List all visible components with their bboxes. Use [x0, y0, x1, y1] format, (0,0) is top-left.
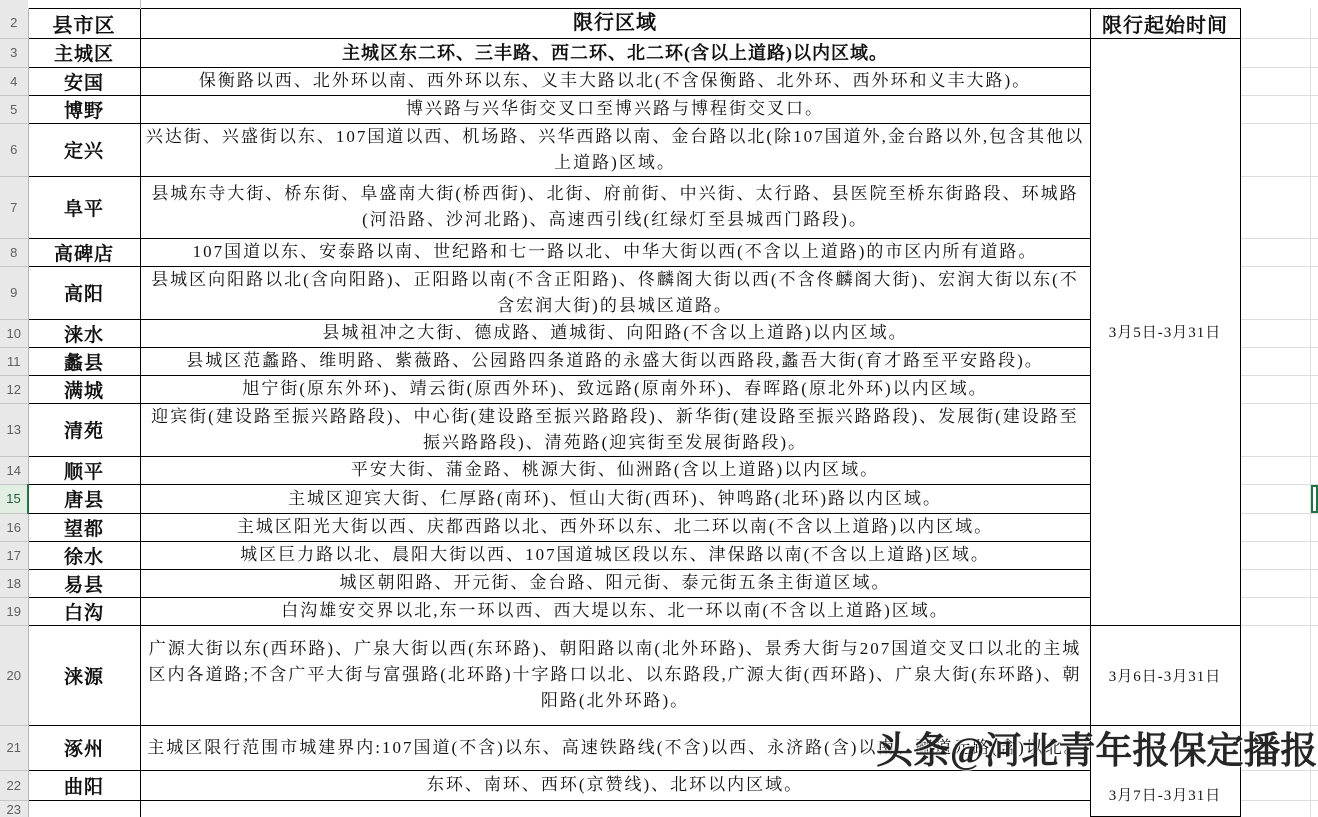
region-cell[interactable]: 107国道以东、安泰路以南、世纪路和七一路以北、中华大街以西(不含以上道路)的市区内所有道路。: [140, 238, 1090, 266]
county-cell[interactable]: 高碑店: [28, 238, 140, 266]
region-cell[interactable]: 主城区阳光大街以西、庆都西路以北、西外环以东、北二环以南(不含以上道路)以内区域。: [140, 513, 1090, 541]
county-cell[interactable]: 唐县: [28, 484, 140, 513]
county-cell[interactable]: 定兴: [28, 123, 140, 176]
empty-cell[interactable]: [1240, 123, 1310, 176]
county-cell[interactable]: 满城: [28, 375, 140, 403]
empty-cell[interactable]: [1240, 513, 1310, 541]
row-number-cell[interactable]: [0, 0, 28, 8]
row-number-cell[interactable]: 13: [0, 403, 28, 456]
county-cell[interactable]: 望都: [28, 513, 140, 541]
county-cell[interactable]: 主城区: [28, 38, 140, 67]
empty-cell[interactable]: [1310, 67, 1318, 95]
county-cell[interactable]: 白沟: [28, 597, 140, 625]
empty-cell[interactable]: [1240, 456, 1310, 484]
row-number-cell[interactable]: 21: [0, 725, 28, 770]
empty-cell[interactable]: [1240, 625, 1310, 725]
county-cell[interactable]: 高阳: [28, 266, 140, 319]
empty-cell[interactable]: [1310, 569, 1318, 597]
empty-cell[interactable]: [1310, 800, 1318, 817]
row-number-cell[interactable]: 23: [0, 800, 28, 817]
header-time[interactable]: 限行起始时间: [1090, 8, 1240, 38]
table-row: [0, 0, 1318, 8]
row-number-cell[interactable]: 8: [0, 238, 28, 266]
region-cell[interactable]: 县城区向阳路以北(含向阳路)、正阳路以南(不含正阳路)、佟麟阁大街以西(不含佟麟阁大街)、宏润大街以东(不含宏润大街)的县城区道路。: [140, 266, 1090, 319]
empty-cell[interactable]: [1240, 541, 1310, 569]
row-number-cell[interactable]: 11: [0, 347, 28, 375]
empty-cell[interactable]: [1310, 625, 1318, 725]
empty-cell[interactable]: [1310, 347, 1318, 375]
region-cell[interactable]: 平安大街、蒲金路、桃源大街、仙洲路(含以上道路)以内区域。: [140, 456, 1090, 484]
time-cell[interactable]: 3月5日-3月31日: [1090, 38, 1240, 625]
empty-cell[interactable]: [1240, 0, 1310, 8]
empty-cell[interactable]: [1310, 238, 1318, 266]
empty-cell[interactable]: [1310, 513, 1318, 541]
empty-cell[interactable]: [1240, 375, 1310, 403]
watermark: 头条@河北青年报保定播报: [876, 731, 1318, 772]
row-number-cell[interactable]: 14: [0, 456, 28, 484]
empty-cell[interactable]: [1240, 770, 1310, 800]
county-cell[interactable]: 涞源: [28, 625, 140, 725]
county-cell[interactable]: 博野: [28, 95, 140, 123]
empty-cell[interactable]: [1240, 403, 1310, 456]
empty-cell[interactable]: [1310, 456, 1318, 484]
region-cell[interactable]: 旭宁街(原东外环)、靖云街(原西外环)、致远路(原南外环)、春晖路(原北外环)以内区域。: [140, 375, 1090, 403]
empty-cell[interactable]: [1310, 770, 1318, 800]
empty-cell[interactable]: [1310, 8, 1318, 38]
empty-cell[interactable]: [1240, 266, 1310, 319]
row-number-cell[interactable]: 19: [0, 597, 28, 625]
empty-cell[interactable]: [1240, 800, 1310, 817]
empty-cell[interactable]: [1310, 123, 1318, 176]
empty-cell[interactable]: [1310, 38, 1318, 67]
row-number-cell[interactable]: 17: [0, 541, 28, 569]
row-number-cell[interactable]: 18: [0, 569, 28, 597]
county-cell[interactable]: 曲阳: [28, 770, 140, 800]
table-row: [0, 38, 1318, 67]
empty-cell[interactable]: [1240, 319, 1310, 347]
table-row: [0, 625, 1318, 725]
empty-cell[interactable]: [1240, 484, 1310, 513]
region-cell[interactable]: 保衡路以西、北外环以南、西外环以东、义丰大路以北(不含保衡路、北外环、西外环和义丰大路)。: [140, 67, 1090, 95]
row-number-cell[interactable]: 12: [0, 375, 28, 403]
header-county[interactable]: 县市区: [28, 8, 140, 38]
empty-cell[interactable]: [28, 0, 140, 8]
county-cell[interactable]: 顺平: [28, 456, 140, 484]
row-number-cell[interactable]: 7: [0, 176, 28, 238]
row-number-cell[interactable]: 2: [0, 8, 28, 38]
region-cell[interactable]: 城区朝阳路、开元街、金台路、阳元街、泰元街五条主街道区域。: [140, 569, 1090, 597]
county-cell[interactable]: 徐水: [28, 541, 140, 569]
row-number-cell[interactable]: 5: [0, 95, 28, 123]
empty-cell[interactable]: [1310, 95, 1318, 123]
region-cell[interactable]: 县城东寺大街、桥东街、阜盛南大街(桥西街)、北街、府前街、中兴街、太行路、县医院至桥东街路段、环城路(河沿路、沙河北路)、高速西引线(红绿灯至县城西门路段)。: [140, 176, 1090, 238]
county-cell[interactable]: 涿州: [28, 725, 140, 770]
empty-cell[interactable]: [1240, 569, 1310, 597]
region-cell[interactable]: 兴达街、兴盛街以东、107国道以西、机场路、兴华西路以南、金台路以北(除107国道外,金台路以外,包含其他以上道路)区域。: [140, 123, 1090, 176]
header-region[interactable]: 限行区域: [140, 8, 1090, 38]
row-number-cell[interactable]: 9: [0, 266, 28, 319]
empty-cell[interactable]: [1240, 8, 1310, 38]
county-cell[interactable]: [28, 800, 140, 817]
row-number-cell[interactable]: 22: [0, 770, 28, 800]
region-cell[interactable]: 县城祖冲之大街、德成路、遒城街、向阳路(不含以上道路)以内区域。: [140, 319, 1090, 347]
empty-cell[interactable]: [1310, 0, 1318, 8]
region-cell[interactable]: 主城区东二环、三丰路、西二环、北二环(含以上道路)以内区域。: [140, 38, 1090, 67]
time-cell[interactable]: 3月7日-3月31日: [1090, 725, 1240, 817]
empty-cell[interactable]: [1240, 238, 1310, 266]
county-cell[interactable]: 蠡县: [28, 347, 140, 375]
empty-cell[interactable]: [1240, 95, 1310, 123]
region-cell[interactable]: [140, 800, 1090, 817]
empty-cell[interactable]: [1240, 597, 1310, 625]
county-cell[interactable]: 涞水: [28, 319, 140, 347]
time-cell[interactable]: 3月6日-3月31日: [1090, 625, 1240, 725]
empty-cell[interactable]: [140, 0, 1090, 8]
region-cell[interactable]: 广源大街以东(西环路)、广泉大街以西(东环路)、朝阳路以南(北外环路)、景秀大街与207国道交叉口以北的主城区内各道路;不含广平大街与富强路(北环路)十字路口以北、以东路段,广源大街(西环路)、广泉大街(东环路)、朝阳路(北外环路)。: [140, 625, 1090, 725]
region-cell[interactable]: 城区巨力路以北、晨阳大街以西、107国道城区段以东、津保路以南(不含以上道路)区域。: [140, 541, 1090, 569]
empty-cell[interactable]: [1240, 67, 1310, 95]
row-number-cell[interactable]: 15: [0, 484, 28, 513]
empty-cell[interactable]: [1310, 176, 1318, 238]
row-number-cell[interactable]: 16: [0, 513, 28, 541]
county-cell[interactable]: 清苑: [28, 403, 140, 456]
row-number-cell[interactable]: 6: [0, 123, 28, 176]
empty-cell[interactable]: [1310, 375, 1318, 403]
county-cell[interactable]: 安国: [28, 67, 140, 95]
county-cell[interactable]: 易县: [28, 569, 140, 597]
region-cell[interactable]: 主城区迎宾大街、仁厚路(南环)、恒山大街(西环)、钟鸣路(北环)路以内区域。: [140, 484, 1090, 513]
region-cell[interactable]: 东环、南环、西环(京赞线)、北环以内区域。: [140, 770, 1090, 800]
region-cell[interactable]: 博兴路与兴华街交叉口至博兴路与博程街交叉口。: [140, 95, 1090, 123]
region-cell[interactable]: 迎宾街(建设路至振兴路路段)、中心街(建设路至振兴路路段)、新华街(建设路至振兴路路段)、发展街(建设路至振兴路路段)、清苑路(迎宾街至发展街路段)。: [140, 403, 1090, 456]
county-cell[interactable]: 阜平: [28, 176, 140, 238]
empty-cell[interactable]: [1310, 319, 1318, 347]
empty-cell[interactable]: [1310, 266, 1318, 319]
region-cell[interactable]: 主城区限行范围市城建界内:107国道(不含)以东、高速铁路线(不含)以西、永济路(含)以南、郦道元路(含)以北。: [140, 725, 1090, 770]
empty-cell[interactable]: [1310, 541, 1318, 569]
empty-cell[interactable]: [1240, 176, 1310, 238]
empty-cell[interactable]: [1310, 597, 1318, 625]
empty-cell[interactable]: [1090, 0, 1240, 8]
row-number-cell[interactable]: 4: [0, 67, 28, 95]
selected-cell[interactable]: [1310, 484, 1318, 513]
empty-cell[interactable]: [1240, 347, 1310, 375]
row-number-cell[interactable]: 20: [0, 625, 28, 725]
empty-cell[interactable]: [1310, 403, 1318, 456]
empty-cell[interactable]: [1240, 38, 1310, 67]
row-number-cell[interactable]: 3: [0, 38, 28, 67]
region-cell[interactable]: 县城区范蠡路、维明路、紫薇路、公园路四条道路的永盛大街以西路段,蠡吾大街(育才路至平安路段)。: [140, 347, 1090, 375]
region-cell[interactable]: 白沟雄安交界以北,东一环以西、西大堤以东、北一环以南(不含以上道路)区域。: [140, 597, 1090, 625]
header-row: [0, 8, 1318, 38]
row-number-cell[interactable]: 10: [0, 319, 28, 347]
